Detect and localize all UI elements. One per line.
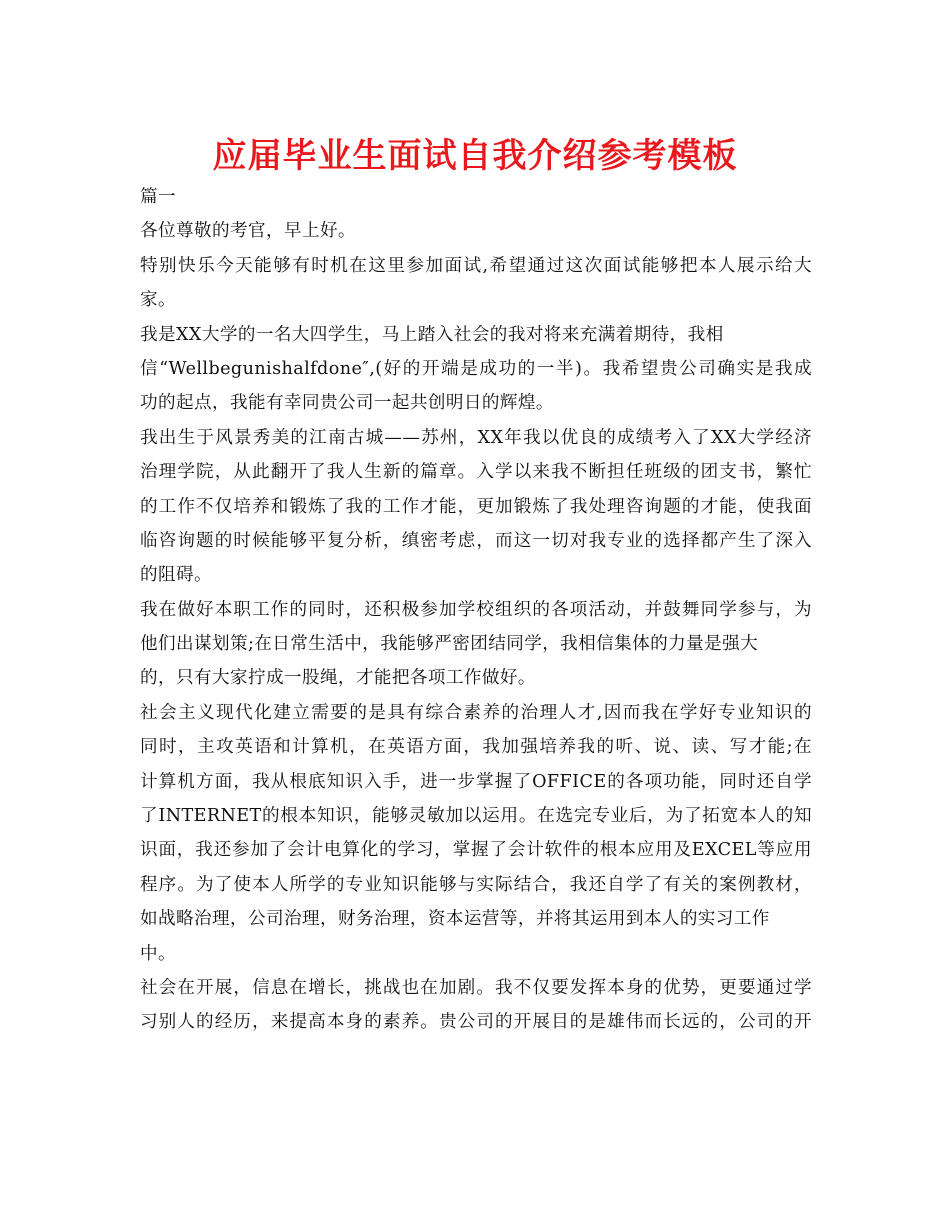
text-line: 如战略治理，公司治理，财务治理，资本运营等，并将其运用到本人的实习工作 [140, 909, 770, 930]
text-line: 家。 [140, 290, 176, 311]
document-body [140, 180, 812, 1040]
text-line: 篇一 [140, 187, 176, 207]
text-line: 社会主义现代化建立需要的是具有综合素养的治理人才,因而我在学好专业知识的 [140, 702, 812, 723]
text-line: 我是XX大学的一名大四学生，马上踏入社会的我对将来充满着期待，我相 [140, 324, 724, 345]
document-title: 应届毕业生面试自我介绍参考模板 [212, 136, 738, 176]
text-line: 的工作不仅培养和锻炼了我的工作才能，更加锻炼了我处理咨询题的才能，使我面 [140, 496, 812, 517]
text-line: 他们出谋划策;在日常生活中，我能够严密团结同学，我相信集体的力量是强大 [140, 634, 759, 655]
text-line: 的，只有大家拧成一股绳，才能把各项工作做好。 [140, 668, 536, 689]
text-line: 的阻碍。 [140, 565, 212, 586]
text-line: 我在做好本职工作的同时，还积极参加学校组织的各项活动，并鼓舞同学参与，为 [140, 599, 812, 620]
text-line: 中。 [140, 943, 176, 964]
text-line: 治理学院，从此翻开了我人生新的篇章。入学以来我不断担任班级的团支书，繁忙 [140, 462, 812, 483]
text-line: 临咨询题的时候能够平复分析，缜密考虑，而这一切对我专业的选择都产生了深入 [140, 530, 812, 551]
text-line: 计算机方面，我从根底知识入手，进一步掌握了OFFICE的各项功能，同时还自学 [140, 771, 812, 792]
text-line: 同时，主攻英语和计算机，在英语方面，我加强培养我的听、说、读、写才能;在 [140, 737, 812, 758]
text-line: 特别快乐今天能够有时机在这里参加面试,希望通过这次面试能够把本人展示给大 [140, 255, 812, 276]
text-line: 识面，我还参加了会计电算化的学习，掌握了会计软件的根本应用及EXCEL等应用 [140, 840, 812, 861]
text-line: 社会在开展，信息在增长，挑战也在加剧。我不仅要发挥本身的优势，更要通过学 [140, 977, 812, 998]
text-line: 信“Wellbegunishalfdone″,(好的开端是成功的一半)。我希望贵公司确实是我成 [140, 358, 812, 379]
text-line: 习别人的经历，来提高本身的素养。贵公司的开展目的是雄伟而长远的，公司的开 [140, 1012, 812, 1033]
text-line: 了INTERNET的根本知识，能够灵敏加以运用。在选完专业后，为了拓宽本人的知 [140, 806, 812, 827]
text-line: 功的起点，我能有幸同贵公司一起共创明日的辉煌。 [140, 393, 554, 414]
text-line: 各位尊敬的考官，早上好。 [140, 221, 356, 242]
text-line: 我出生于风景秀美的江南古城——苏州，XX年我以优良的成绩考入了XX大学经济 [140, 427, 812, 448]
text-line: 程序。为了使本人所学的专业知识能够与实际结合，我还自学了有关的案例教材， [140, 874, 812, 895]
